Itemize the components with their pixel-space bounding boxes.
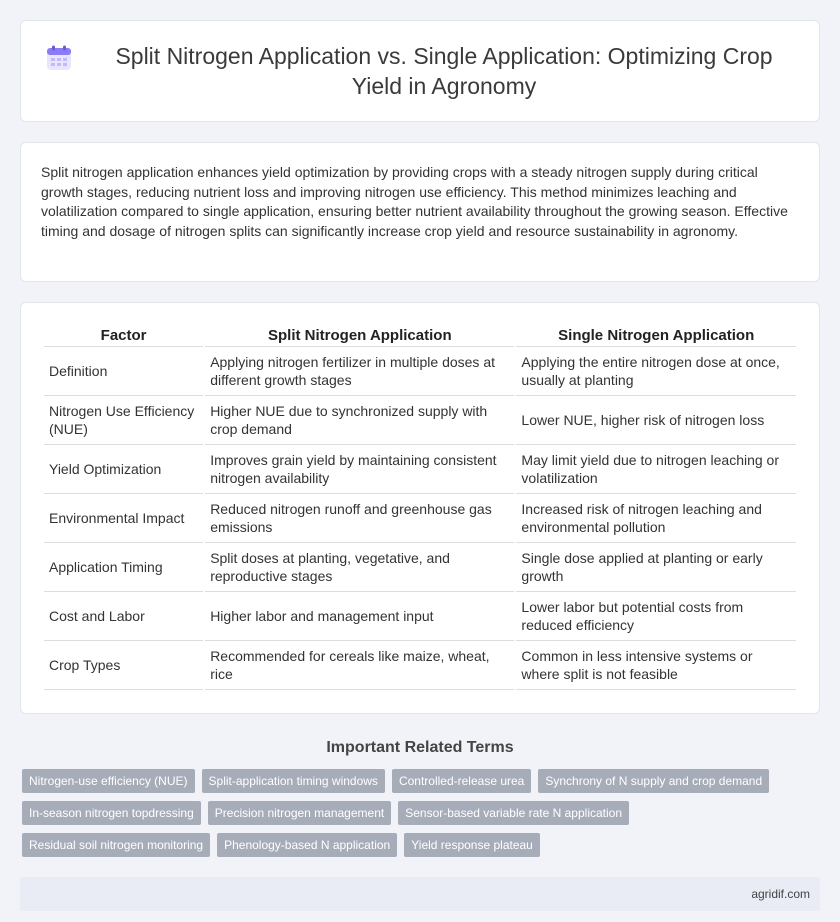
related-term-tag[interactable]: Sensor-based variable rate N application	[398, 801, 629, 825]
comparison-table	[42, 323, 798, 690]
factor-cell: Cost and Labor	[44, 592, 203, 641]
header-single: Single Nitrogen Application	[516, 323, 796, 347]
comparison-card	[20, 302, 820, 714]
related-term-tag[interactable]: Split-application timing windows	[202, 769, 385, 793]
header-factor: Factor	[44, 323, 203, 347]
intro-card	[20, 142, 820, 282]
page-title: Split Nitrogen Application vs. Single Application: Optimizing Crop Yield in Agronomy	[115, 43, 773, 99]
factor-cell: Application Timing	[44, 543, 203, 592]
table-row	[44, 396, 796, 445]
related-term-tag[interactable]: Nitrogen-use efficiency (NUE)	[22, 769, 195, 793]
split-cell: Split doses at planting, vegetative, and reproductive stages	[205, 543, 514, 592]
split-cell: Higher labor and management input	[205, 592, 514, 641]
single-cell: Single dose applied at planting or early growth	[516, 543, 796, 592]
table-header-row	[44, 323, 796, 347]
single-cell: Common in less intensive systems or where split is not feasible	[516, 641, 796, 690]
single-cell: Lower labor but potential costs from reduced efficiency	[516, 592, 796, 641]
calendar-icon	[46, 45, 72, 71]
split-cell: Recommended for cereals like maize, wheat, rice	[205, 641, 514, 690]
related-term-tag[interactable]: Residual soil nitrogen monitoring	[22, 833, 210, 857]
split-cell: Reduced nitrogen runoff and greenhouse gas emissions	[205, 494, 514, 543]
single-cell: Applying the entire nitrogen dose at once, usually at planting	[516, 347, 796, 396]
header-split: Split Nitrogen Application	[205, 323, 514, 347]
related-term-tag[interactable]: Controlled-release urea	[392, 769, 531, 793]
table-row	[44, 543, 796, 592]
footer-site-link[interactable]: agridif.com	[751, 887, 810, 901]
factor-cell: Environmental Impact	[44, 494, 203, 543]
table-row	[44, 347, 796, 396]
related-term-tag[interactable]: Yield response plateau	[404, 833, 540, 857]
related-term-tag[interactable]: Synchrony of N supply and crop demand	[538, 769, 769, 793]
table-row	[44, 592, 796, 641]
table-row	[44, 445, 796, 494]
intro-text: Split nitrogen application enhances yield optimization by providing crops with a steady nitrogen supply during critical growth stages, reducing nutrient loss and improving nitrogen use efficiency. This method minimizes leaching and volatilization compared to single application, ensuring better nutrient availability throughout the growing season. Effective timing and dosage of nitrogen splits can significantly increase crop yield and resource sustainability in agronomy.	[41, 164, 788, 239]
table-row	[44, 494, 796, 543]
related-terms-title: Important Related Terms	[326, 739, 514, 756]
related-terms-list	[20, 769, 820, 865]
footer	[20, 877, 820, 911]
single-cell: May limit yield due to nitrogen leaching or volatilization	[516, 445, 796, 494]
split-cell: Higher NUE due to synchronized supply with crop demand	[205, 396, 514, 445]
single-cell: Lower NUE, higher risk of nitrogen loss	[516, 396, 796, 445]
title-card	[20, 20, 820, 122]
split-cell: Improves grain yield by maintaining consistent nitrogen availability	[205, 445, 514, 494]
related-term-tag[interactable]: In-season nitrogen topdressing	[22, 801, 201, 825]
factor-cell: Yield Optimization	[44, 445, 203, 494]
related-term-tag[interactable]: Precision nitrogen management	[208, 801, 391, 825]
split-cell: Applying nitrogen fertilizer in multiple doses at different growth stages	[205, 347, 514, 396]
table-row	[44, 641, 796, 690]
factor-cell: Crop Types	[44, 641, 203, 690]
factor-cell: Definition	[44, 347, 203, 396]
related-term-tag[interactable]: Phenology-based N application	[217, 833, 397, 857]
single-cell: Increased risk of nitrogen leaching and environmental pollution	[516, 494, 796, 543]
factor-cell: Nitrogen Use Efficiency (NUE)	[44, 396, 203, 445]
